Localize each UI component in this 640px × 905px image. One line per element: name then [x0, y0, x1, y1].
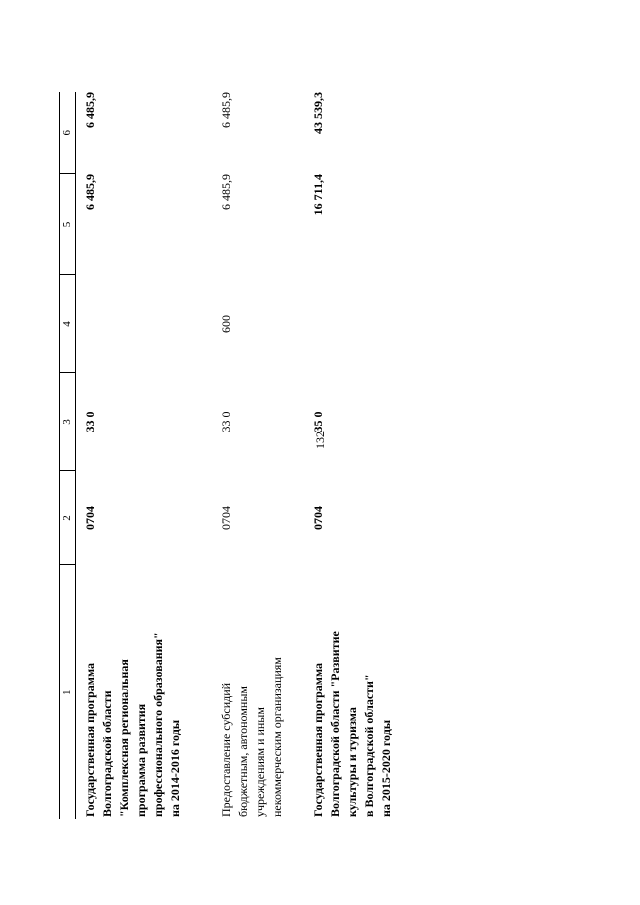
row-name: Предоставление субсидий бюджетным, автономным учреждениям и иным некоммерческим организациям [219, 657, 284, 817]
row-target: 35 0 [311, 411, 325, 433]
header-col-6: 6 [60, 92, 76, 174]
budget-table [59, 92, 393, 819]
header-row [60, 92, 76, 819]
row-expense-type [76, 275, 213, 373]
row-target: 33 0 [83, 411, 97, 433]
header-col-4: 4 [60, 275, 76, 373]
header-col-5: 5 [60, 174, 76, 275]
table-row [304, 92, 402, 819]
row-target: 33 0 [219, 411, 233, 433]
row-sum-5: 6 485,9 [83, 174, 97, 210]
row-sum-6: 6 485,9 [219, 92, 233, 128]
row-sum-5: 6 485,9 [219, 174, 233, 210]
row-sum-5: 16 711,4 [311, 174, 325, 216]
row-name: Государственная программа Волгоградской области "Комплексная региональная программа развития профессионального образования" на 2014-2016 годы [83, 632, 182, 817]
header-col-2: 2 [60, 471, 76, 565]
row-sum-6: 6 485,9 [83, 92, 97, 128]
header-col-3: 3 [60, 373, 76, 471]
row-expense-type: 600 [219, 315, 233, 333]
row-section: 0704 [219, 506, 233, 530]
table-row [76, 92, 213, 819]
page-number: 132 [313, 431, 327, 449]
row-section: 0704 [311, 506, 325, 530]
row-name: Государственная программа Волгоградской области "Развитие культуры и туризма в Волгоградской области" на 2015-2020 годы [311, 631, 393, 817]
row-expense-type [304, 275, 402, 373]
header-col-1: 1 [60, 565, 76, 819]
row-sum-6: 43 539,3 [311, 92, 325, 134]
table-row [212, 92, 304, 819]
row-section: 0704 [83, 506, 97, 530]
